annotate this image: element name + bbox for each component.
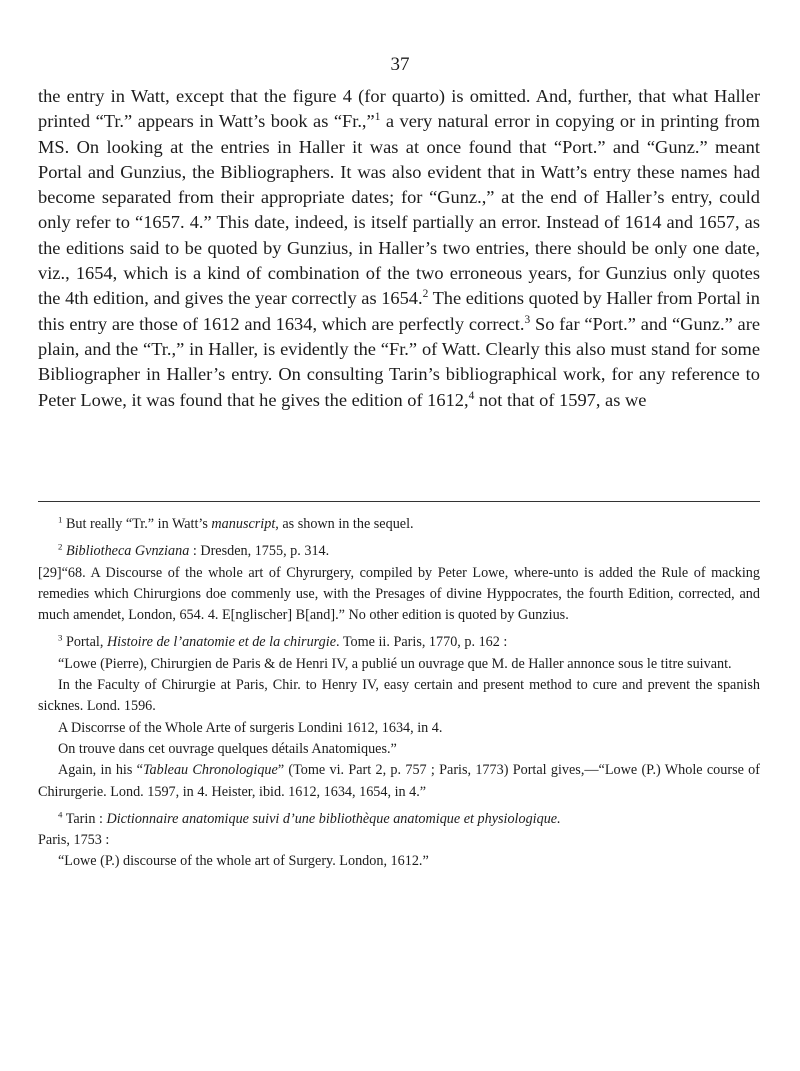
footnote-ref: 1 [374,111,381,124]
footnote-text: Paris, 1753 : [38,832,110,849]
footnote-text: [29]“68. A Discourse of the whole art of Chyrurgery, compiled by Peter Lowe, where-unto is added the Rule of macking remedies which Chirurgions doe commenly use, with the Presages of divine Hyppocrates, the fourth Edition, corrected, and much amendet, London, 654. 4. E[nglischer] B[and].” No other edition is quoted by Gunzius. [38,564,760,624]
footnote-text: ” (Tome vi. Part 2, p. 757 ; Paris, 1773) Portal gives,—“Lowe (P.) Whole course of Chirurgerie. Lond. 1597, in 4. Heister, ibid. 1612, 1634, 1654, in 4.” [38,762,760,800]
footnote-text: . Tome ii. Paris, 1770, p. 162 : [336,634,508,651]
footnote-3 [38,632,760,802]
footnote-text: “Lowe (Pierre), Chirurgien de Paris & de Henri IV, a publié un ouvrage que M. de Haller annonce sous le titre suivant. [58,655,732,672]
footnote-ref: 3 [524,313,531,326]
body-text-segment: not that of 1597, as we [474,389,647,410]
body-paragraph [38,84,760,413]
footnote-ref: 4 [468,389,475,402]
footnote-text: : Dresden, 1755, p. 314. [189,543,330,560]
footnotes [38,514,760,879]
footnote-text: , as shown in the sequel. [275,516,414,532]
body-text-segment: a very natural error in copying or in printing from MS. On looking at the entries in Haller it was at once found that “Port.” and “Gunz.” meant Portal and Gunzius, the Bibliographers. It was also evident that in Watt’s entry these names had become separated from their appropriate dates; for “Gunz.,” at the end of Haller’s entry, could only refer to “1657. 4.” This date, indeed, is itself partially an error. Instead of 1614 and 1657, as the editions said to be quoted by Gunzius, in Haller’s two entries, there should be only one date, viz., 1654, which is a kind of combination of the two erroneous years, for Gunzius only quotes the 4th edition, and gives the year correctly as 1654. [38,111,760,309]
footnote-number: 1 [58,514,63,525]
body-text-segment: the entry in Watt, except that the figure 4 (for quarto) is omitted. And, further, that what Haller printed “Tr.” appears in Watt’s book as “Fr.,” [38,86,760,132]
body-text-segment: So far “Port.” and “Gunz.” are plain, and the “Tr.,” in Haller, is evidently the “Fr.” of Watt. Clearly this also must stand for some Bibliographer in Haller’s entry. On consulting Tarin’s bibliographical work, for any reference to Peter Lowe, it was found that he gives the edition of 1612, [38,313,760,410]
body-text-segment: The editions quoted by Haller from Portal in this entry are those of 1612 and 1634, which are perfectly correct. [38,288,760,334]
footnote-text: A Discorrse of the Whole Arte of surgeris Londini 1612, 1634, in 4. [58,719,443,736]
footnote-title: Histoire de l’anatomie et de la chirurgie [106,634,336,651]
footnote-text: On trouve dans cet ouvrage quelques détails Anatomiques.” [58,740,397,757]
footnote-title: Tableau Chronologique [142,762,278,779]
footnote-text: Again, in his “ [58,762,143,779]
footnote-text: Tarin : [62,810,107,827]
footnote-4 [38,809,760,873]
page-number: 37 [390,54,410,75]
footnote-1 [38,514,760,535]
footnote-italic: manuscript [211,516,276,532]
footnote-title: Dictionnaire anatomique suivi d’une bibliothèque anatomique et physiologique. [106,810,561,827]
footnote-text: Portal, [62,634,107,651]
footnote-text: In the Faculty of Chirurgie at Paris, Chir. to Henry IV, easy certain and present method to cure and prevent the spanish sicknes. Lond. 1596. [38,677,760,715]
footnote-text: “Lowe (P.) discourse of the whole art of Surgery. London, 1612.” [58,853,429,870]
footnote-number: 4 [58,809,63,820]
footnote-divider [38,501,760,502]
footnote-text: But really “Tr.” in Watt’s [62,516,212,532]
footnote-ref: 2 [422,288,429,301]
footnote-2 [38,541,760,626]
footnote-title: Bibliotheca Gvnziana [65,543,190,560]
footnote-number: 2 [58,541,63,552]
footnote-number: 3 [58,632,63,643]
